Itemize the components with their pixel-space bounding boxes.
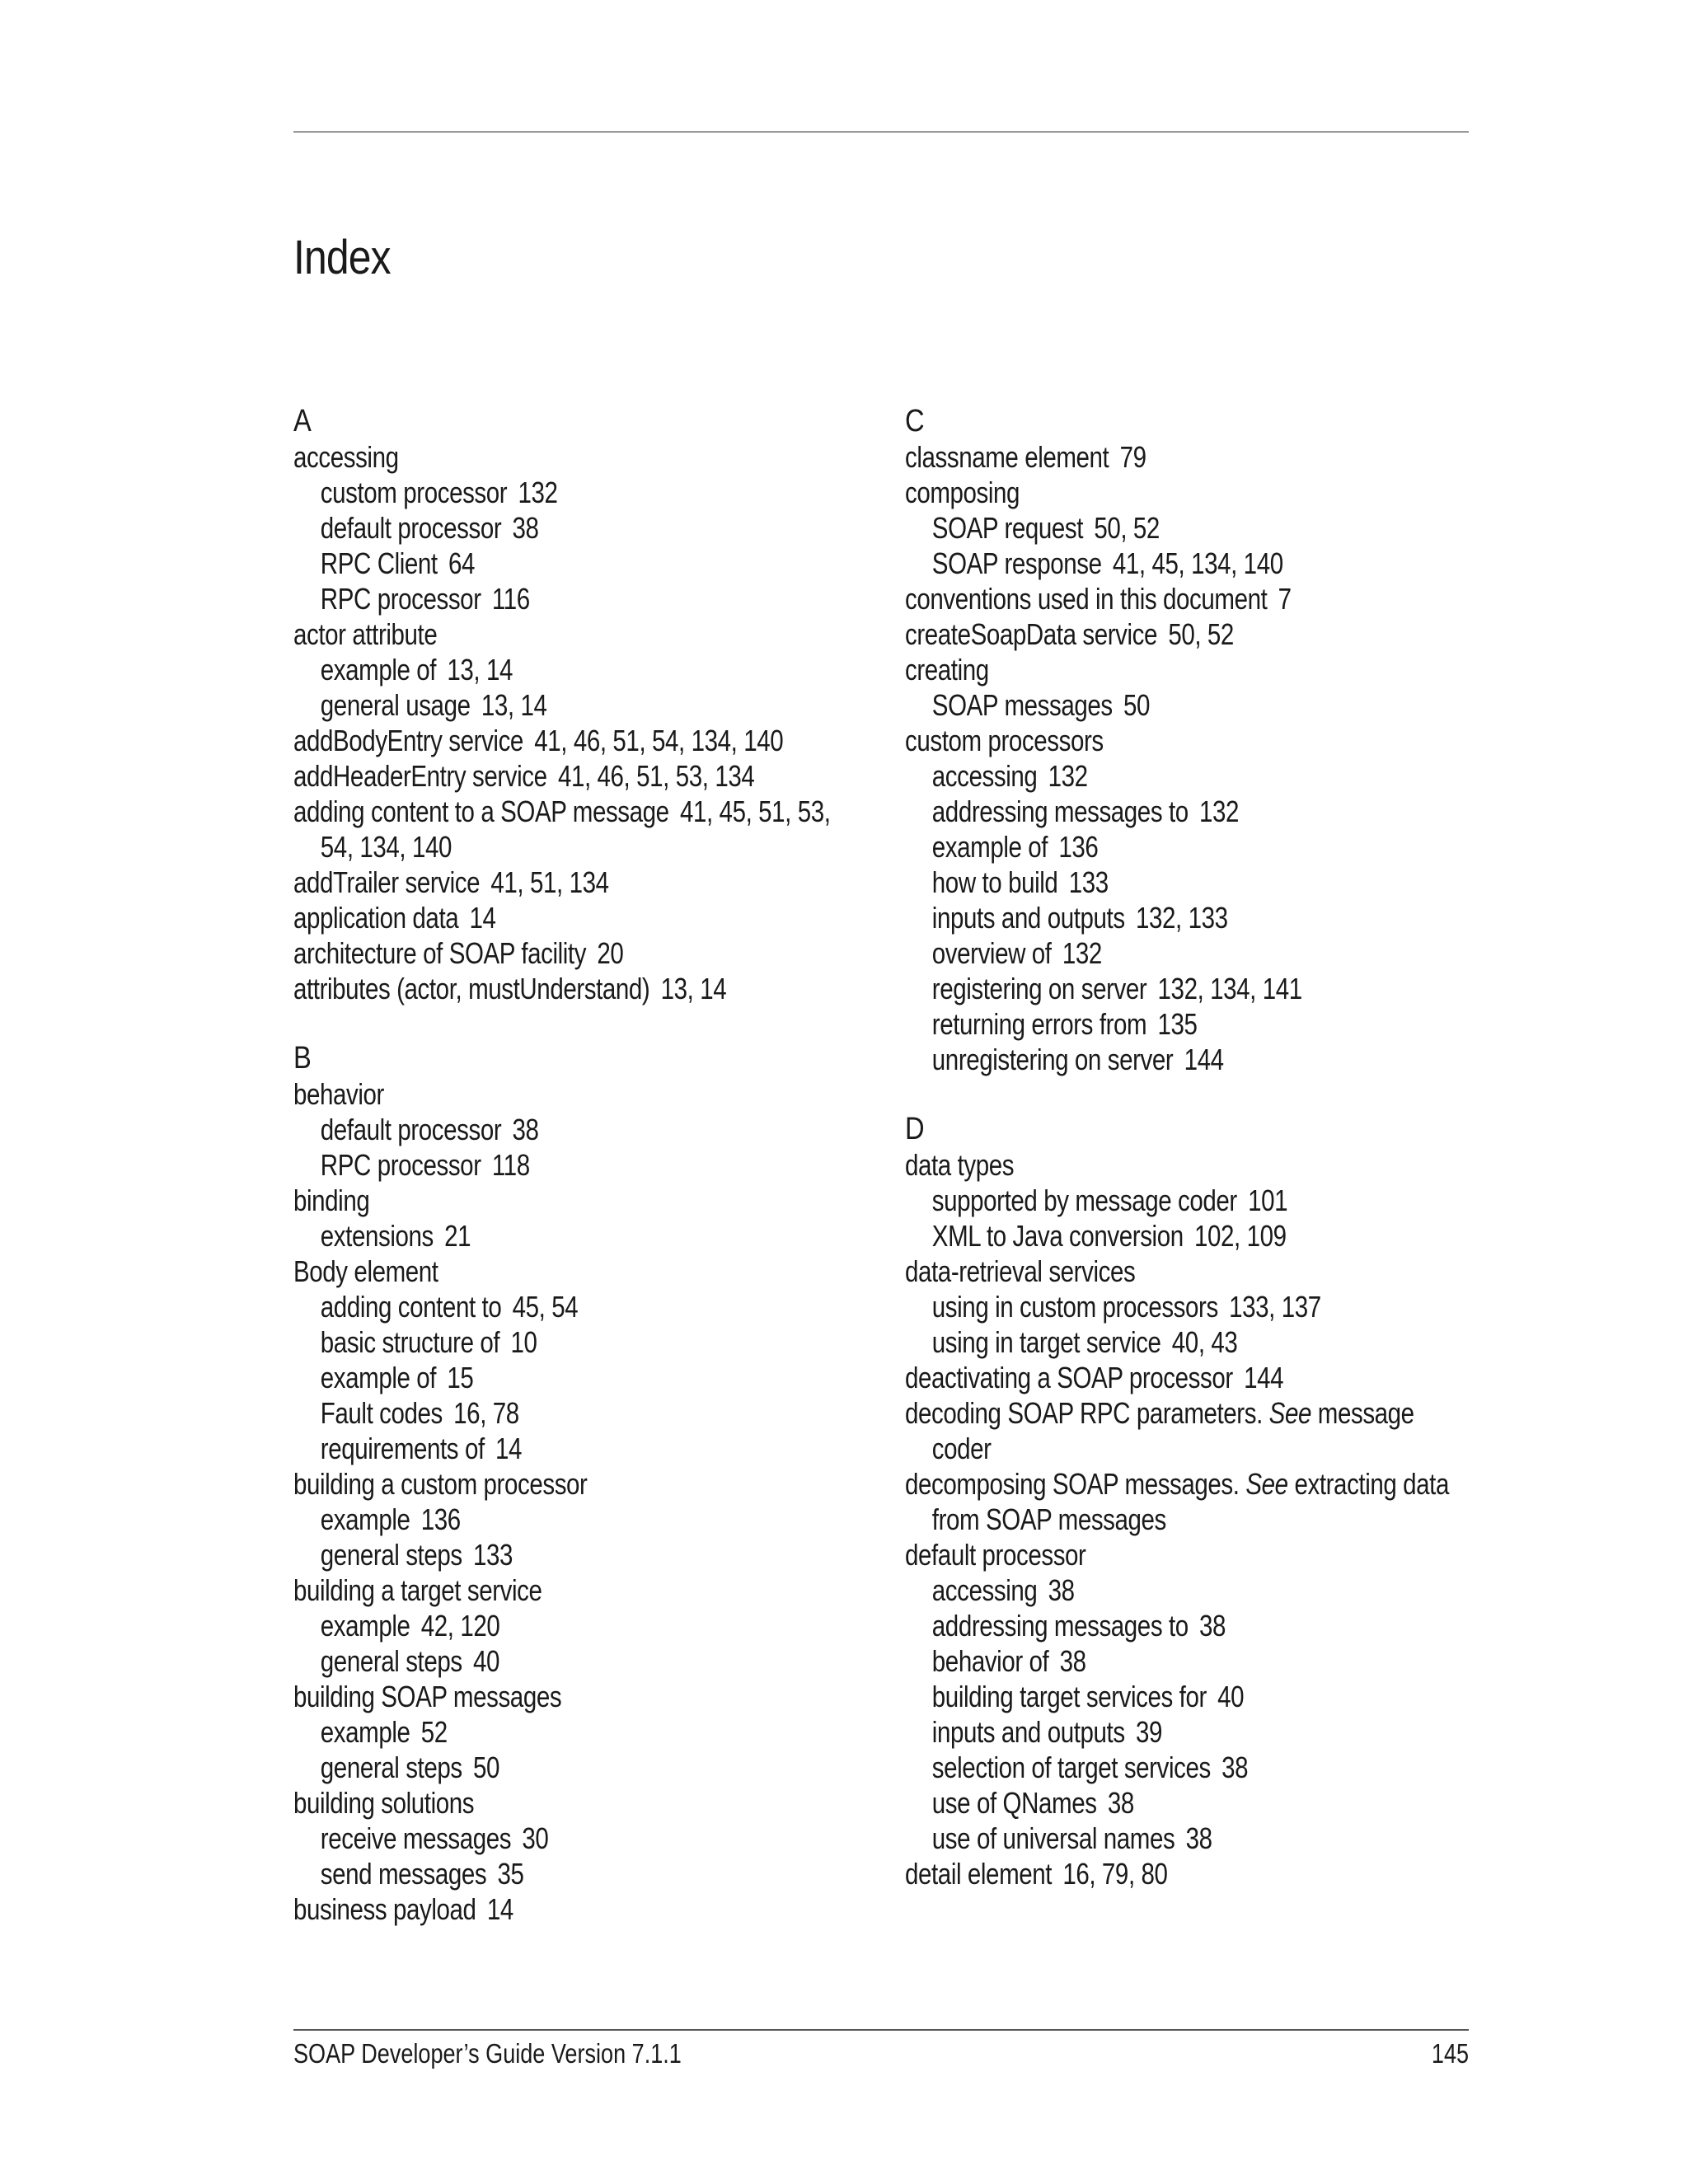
entry-page-numbers: 40: [1217, 1680, 1245, 1713]
entry-term: accessing: [293, 440, 399, 474]
entry-page-numbers: 45, 54: [512, 1290, 579, 1324]
entry-term: architecture of SOAP facility: [293, 936, 587, 970]
entry-term: default processor: [320, 1113, 502, 1146]
entry-continuation: coder: [931, 1432, 992, 1465]
index-entry: [293, 1891, 753, 1927]
index-entry: [293, 1254, 753, 1289]
entry-term: general steps: [320, 1538, 462, 1572]
header-rule: [293, 131, 1469, 133]
entry-term: accessing: [931, 1573, 1038, 1607]
entry-page-numbers: 42, 120: [420, 1609, 500, 1643]
index-column-right: [905, 404, 1482, 1926]
section-letter: D: [905, 1112, 925, 1146]
entry-page-numbers: 16, 78: [453, 1396, 519, 1430]
entry-page-numbers: 101: [1248, 1183, 1288, 1217]
entry-page-numbers: 144: [1244, 1361, 1284, 1394]
entry-term: RPC processor: [320, 1148, 481, 1182]
index-subentry: [293, 1218, 753, 1254]
footer-document-title: SOAP Developer’s Guide Version 7.1.1: [293, 2038, 682, 2069]
index-subentry: [293, 581, 753, 616]
entry-term: general steps: [320, 1644, 462, 1678]
entry-term: using in target service: [931, 1325, 1161, 1359]
entry-page-numbers: 21: [444, 1219, 471, 1253]
entry-term: detail element: [905, 1857, 1053, 1891]
entry-term: accessing: [931, 759, 1038, 793]
entry-page-numbers: 144: [1184, 1043, 1224, 1076]
entry-term: building a custom processor: [293, 1467, 588, 1501]
index-subentry: [293, 1537, 753, 1572]
index-entry: [905, 439, 1378, 475]
index-subentry: [905, 794, 1378, 829]
entry-page-numbers: 30: [522, 1821, 549, 1855]
entry-term: building solutions: [293, 1786, 475, 1820]
entry-term: conventions used in this document: [905, 582, 1268, 616]
index-section-c: [905, 404, 1482, 1077]
index-subentry: [905, 1006, 1378, 1042]
entry-term: unregistering on server: [931, 1043, 1174, 1076]
entry-page-numbers: 132, 134, 141: [1157, 972, 1302, 1005]
entry-term: RPC Client: [320, 546, 438, 580]
entry-term: send messages: [320, 1857, 487, 1891]
entry-page-numbers: 38: [1199, 1609, 1226, 1643]
see-reference-word: See: [1268, 1396, 1311, 1430]
section-letter: B: [293, 1041, 312, 1076]
index-subentry: [905, 1679, 1378, 1714]
index-subentry: [905, 935, 1378, 971]
index-section-d: [905, 1112, 1482, 1891]
index-subentry: [905, 865, 1378, 900]
entry-term: general steps: [320, 1750, 462, 1784]
index-entry: [293, 723, 784, 758]
entry-page-numbers: 13, 14: [660, 972, 727, 1005]
entry-page-numbers: 38: [1059, 1644, 1086, 1678]
entry-page-numbers: 10: [510, 1325, 537, 1359]
entry-page-numbers: 14: [495, 1432, 523, 1465]
entry-page-numbers: 50, 52: [1094, 511, 1160, 545]
entry-term: example: [320, 1502, 410, 1536]
index-entry: [293, 1572, 753, 1608]
index-entry: [293, 971, 753, 1006]
entry-page-numbers: 41, 45, 51, 53,: [679, 794, 831, 828]
see-reference-target: message: [1317, 1396, 1414, 1430]
index-entry: [905, 475, 1378, 510]
index-subentry: [293, 1821, 753, 1856]
entry-term: data types: [905, 1148, 1015, 1182]
index-subentry: [293, 1112, 753, 1147]
entry-page-numbers: 133: [1068, 865, 1109, 899]
index-entry: [293, 1183, 753, 1218]
entry-page-numbers: 50: [1123, 688, 1151, 722]
entry-page-numbers: 116: [491, 582, 530, 616]
index-subentry: [905, 1289, 1378, 1324]
index-subentry: [905, 510, 1378, 546]
entry-page-numbers: 50: [472, 1750, 499, 1784]
entry-term: custom processor: [320, 476, 508, 509]
index-subentry: [905, 971, 1378, 1006]
entry-term: building a target service: [293, 1573, 542, 1607]
entry-term: SOAP response: [931, 546, 1102, 580]
entry-page-numbers: 35: [497, 1857, 524, 1891]
index-subentry: [905, 1643, 1378, 1679]
entry-term: how to build: [931, 865, 1058, 899]
entry-continuation: from SOAP messages: [931, 1502, 1166, 1536]
index-section-a: [293, 404, 854, 1006]
see-reference-word: See: [1245, 1467, 1288, 1501]
entry-page-numbers: 136: [420, 1502, 461, 1536]
entry-page-numbers: 52: [420, 1715, 448, 1749]
entry-page-numbers: 118: [491, 1148, 530, 1182]
entry-term: deactivating a SOAP processor: [905, 1361, 1233, 1394]
entry-term: selection of target services: [931, 1750, 1211, 1784]
entry-term: receive messages: [320, 1821, 512, 1855]
entry-term: business payload: [293, 1892, 476, 1926]
index-subentry: [905, 1785, 1378, 1821]
entry-page-numbers: 41, 46, 51, 53, 134: [557, 759, 755, 793]
index-entry: [905, 1856, 1378, 1891]
entry-page-numbers: 136: [1058, 830, 1099, 864]
entry-page-numbers: 132: [1048, 759, 1088, 793]
section-letter: C: [905, 404, 925, 438]
index-entry: [293, 616, 753, 652]
entry-page-numbers: 133: [472, 1538, 513, 1572]
entry-page-numbers: 38: [512, 1113, 539, 1146]
index-subentry: [905, 758, 1378, 794]
entry-page-numbers: 133, 137: [1229, 1290, 1321, 1324]
index-entry: [293, 900, 753, 935]
index-entry: [905, 1537, 1378, 1572]
entry-page-numbers: 40, 43: [1171, 1325, 1238, 1359]
entry-term: inputs and outputs: [931, 1715, 1125, 1749]
entry-term: overview of: [931, 936, 1052, 970]
entry-page-numbers: 14: [486, 1892, 513, 1926]
entry-term: RPC processor: [320, 582, 481, 616]
entry-term: actor attribute: [293, 617, 438, 651]
index-subentry: [293, 546, 753, 581]
entry-term: behavior of: [931, 1644, 1049, 1678]
entry-term: Body element: [293, 1254, 438, 1288]
entry-term: SOAP messages: [931, 688, 1113, 722]
index-entry: [293, 794, 831, 829]
entry-page-numbers: 38: [1221, 1750, 1249, 1784]
entry-term: example: [320, 1715, 410, 1749]
index-entry: [905, 616, 1378, 652]
index-subentry: [905, 1714, 1378, 1750]
index-subentry: [905, 1572, 1378, 1608]
index-subentry: [905, 687, 1378, 723]
index-subentry: [905, 900, 1378, 935]
index-subentry: [905, 829, 1378, 865]
entry-page-numbers: 20: [597, 936, 624, 970]
entry-term: addHeaderEntry service: [293, 759, 547, 793]
index-entry: [293, 758, 753, 794]
index-entry: [905, 723, 1378, 758]
index-entry: [293, 1785, 753, 1821]
index-entry: [293, 865, 753, 900]
entry-term: createSoapData service: [905, 617, 1158, 651]
index-subentry: [293, 687, 753, 723]
index-entry: [905, 1360, 1378, 1395]
index-subentry: [905, 1183, 1378, 1218]
index-column-left: [293, 404, 854, 1961]
entry-term: general usage: [320, 688, 471, 722]
index-subentry: [905, 546, 1378, 581]
index-entry: [905, 1395, 1414, 1431]
entry-term: default processor: [905, 1538, 1086, 1572]
footer-rule: [293, 2029, 1469, 2031]
entry-term: composing: [905, 476, 1020, 509]
entry-term: application data: [293, 901, 459, 935]
entry-page-numbers: 16, 79, 80: [1062, 1857, 1168, 1891]
entry-term: custom processors: [905, 724, 1104, 757]
index-subentry: [293, 1147, 753, 1183]
index-subentry: [293, 1502, 753, 1537]
entry-term: example: [320, 1609, 410, 1643]
index-subentry: [293, 1431, 753, 1466]
entry-term: binding: [293, 1183, 370, 1217]
index-subentry: [293, 1643, 753, 1679]
entry-term: use of QNames: [931, 1786, 1097, 1820]
entry-page-numbers: 41, 46, 51, 54, 134, 140: [534, 724, 784, 757]
entry-page-numbers: 50, 52: [1168, 617, 1234, 651]
index-entry: [293, 1076, 753, 1112]
entry-term: SOAP request: [931, 511, 1084, 545]
index-section-b: [293, 1041, 854, 1927]
index-entry: [905, 1254, 1378, 1289]
entry-term: addressing messages to: [931, 1609, 1189, 1643]
index-subentry: [905, 1042, 1378, 1077]
entry-term: classname element: [905, 440, 1109, 474]
entry-term: example of: [320, 1361, 437, 1394]
entry-term: Fault codes: [320, 1396, 443, 1430]
entry-term: requirements of: [320, 1432, 485, 1465]
entry-term: behavior: [293, 1077, 384, 1111]
entry-page-numbers: 41, 51, 134: [490, 865, 609, 899]
entry-term: example of: [931, 830, 1048, 864]
index-subentry: [293, 1395, 753, 1431]
entry-term: adding content to a SOAP message: [293, 794, 669, 828]
entry-page-numbers: 132, 133: [1135, 901, 1228, 935]
page-title: Index: [293, 231, 391, 284]
entry-page-numbers: 39: [1135, 1715, 1162, 1749]
entry-term: creating: [905, 653, 989, 687]
entry-term: use of universal names: [931, 1821, 1175, 1855]
entry-term: adding content to: [320, 1290, 502, 1324]
index-subentry: [293, 1714, 753, 1750]
see-reference-target: extracting data: [1294, 1467, 1449, 1501]
entry-term: decoding SOAP RPC parameters.: [905, 1396, 1263, 1430]
index-entry: [293, 935, 753, 971]
index-subentry: [293, 1750, 753, 1785]
index-entry: [905, 652, 1378, 687]
index-subentry: [293, 475, 753, 510]
index-entry: [905, 581, 1378, 616]
footer-page-number: 145: [1431, 2038, 1469, 2069]
index-subentry: [293, 1324, 753, 1360]
index-subentry: [905, 1608, 1378, 1643]
entry-term: basic structure of: [320, 1325, 500, 1359]
index-subentry: [905, 1821, 1378, 1856]
entry-page-numbers: 15: [447, 1361, 474, 1394]
entry-term: decomposing SOAP messages.: [905, 1467, 1240, 1501]
entry-page-numbers: 132: [1199, 794, 1240, 828]
entry-term: returning errors from: [931, 1007, 1147, 1041]
entry-page-numbers: 7: [1278, 582, 1292, 616]
entry-term: addTrailer service: [293, 865, 481, 899]
index-subentry: [293, 1360, 753, 1395]
entry-continuation: 54, 134, 140: [320, 830, 452, 864]
index-subentry: [293, 652, 753, 687]
index-entry: [905, 1466, 1449, 1502]
entry-term: data-retrieval services: [905, 1254, 1136, 1288]
entry-term: default processor: [320, 511, 502, 545]
entry-term: registering on server: [931, 972, 1147, 1005]
entry-page-numbers: 132: [1062, 936, 1102, 970]
entry-term: attributes (actor, mustUnderstand): [293, 972, 650, 1005]
index-subentry: [293, 510, 753, 546]
index-subentry: [293, 1856, 753, 1891]
entry-term: example of: [320, 653, 437, 687]
entry-term: addBodyEntry service: [293, 724, 523, 757]
index-subentry: [293, 1608, 753, 1643]
entry-page-numbers: 38: [512, 511, 539, 545]
entry-term: inputs and outputs: [931, 901, 1125, 935]
entry-page-numbers: 40: [472, 1644, 499, 1678]
index-entry: [905, 1147, 1378, 1183]
index-entry: [293, 439, 753, 475]
index-entry: [293, 1679, 753, 1714]
index-subentry: [293, 1289, 753, 1324]
entry-page-numbers: 14: [469, 901, 496, 935]
entry-page-numbers: 38: [1048, 1573, 1075, 1607]
index-subentry: [905, 1218, 1378, 1254]
entry-page-numbers: 41, 45, 134, 140: [1112, 546, 1283, 580]
entry-page-numbers: 102, 109: [1193, 1219, 1287, 1253]
entry-term: extensions: [320, 1219, 434, 1253]
entry-page-numbers: 132: [518, 476, 558, 509]
entry-term: addressing messages to: [931, 794, 1189, 828]
entry-term: XML to Java conversion: [931, 1219, 1184, 1253]
entry-term: building target services for: [931, 1680, 1207, 1713]
entry-page-numbers: 38: [1185, 1821, 1212, 1855]
entry-page-numbers: 79: [1119, 440, 1146, 474]
entry-page-numbers: 38: [1107, 1786, 1134, 1820]
entry-page-numbers: 13, 14: [481, 688, 547, 722]
entry-page-numbers: 13, 14: [447, 653, 513, 687]
entry-term: using in custom processors: [931, 1290, 1218, 1324]
entry-term: supported by message coder: [931, 1183, 1237, 1217]
entry-page-numbers: 135: [1157, 1007, 1198, 1041]
index-subentry: [905, 1324, 1378, 1360]
index-entry: [293, 1466, 753, 1502]
index-subentry: [905, 1750, 1378, 1785]
entry-term: building SOAP messages: [293, 1680, 562, 1713]
entry-page-numbers: 64: [448, 546, 476, 580]
section-letter: A: [293, 404, 312, 438]
